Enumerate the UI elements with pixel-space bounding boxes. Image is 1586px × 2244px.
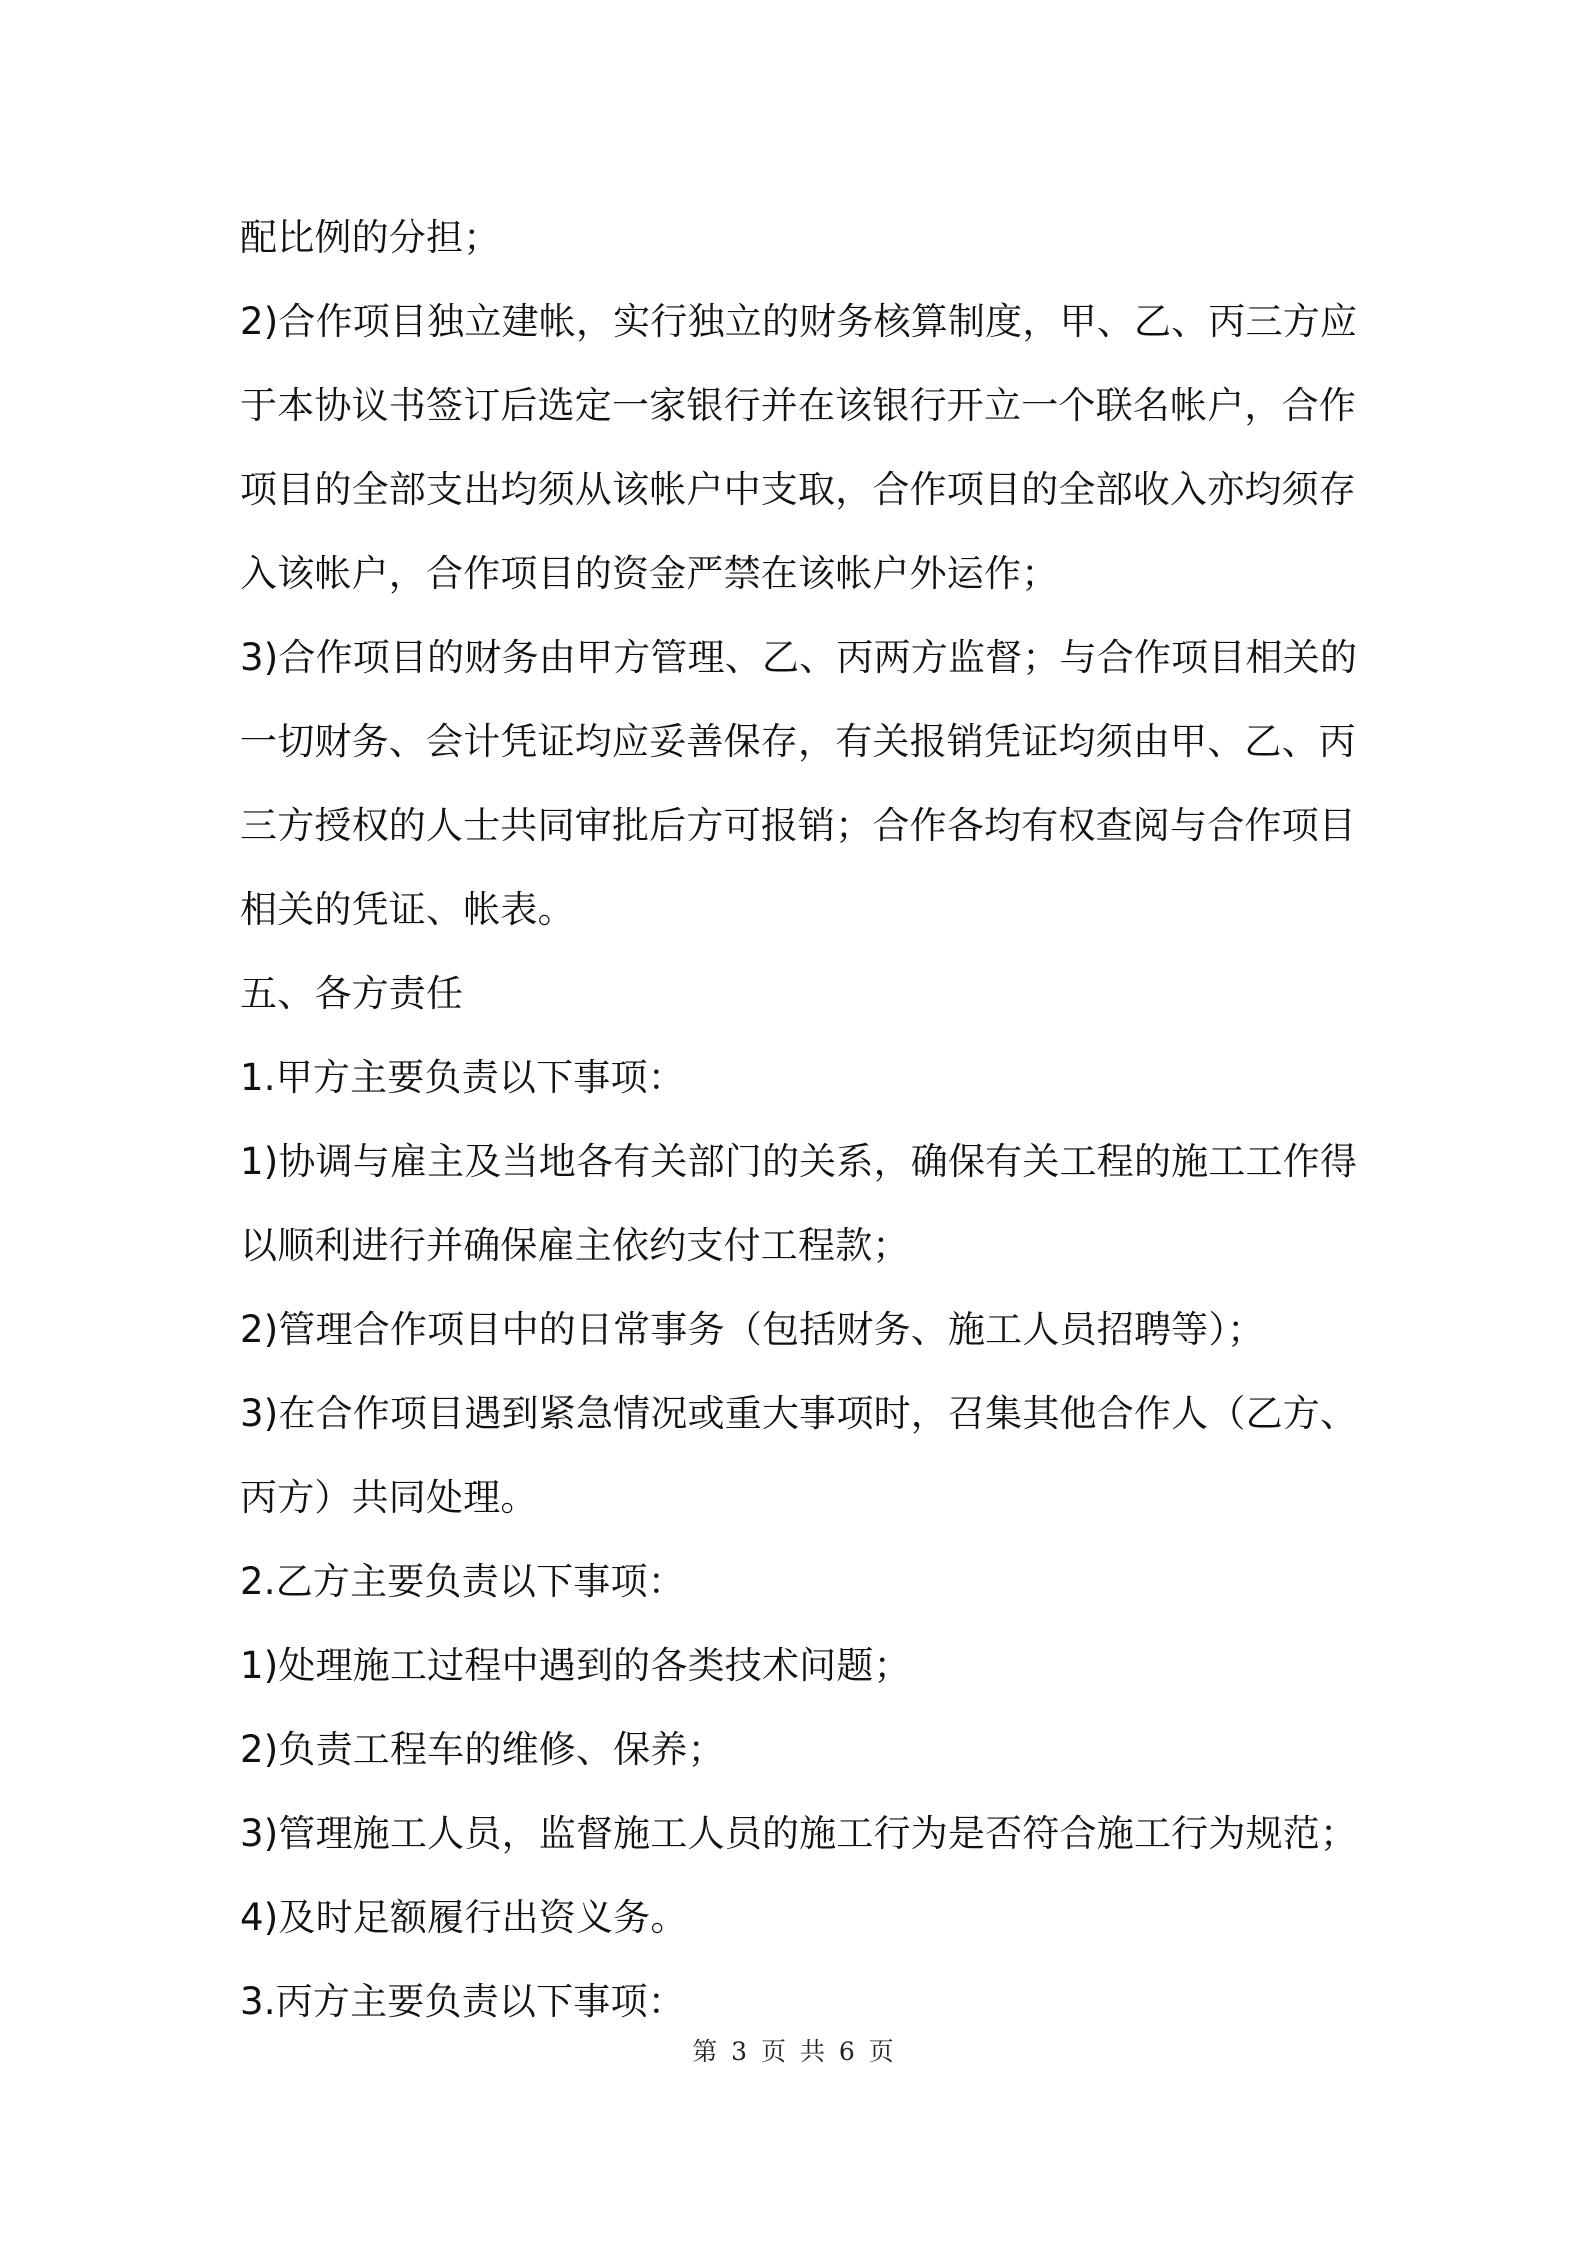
text-line: 入该帐户，合作项目的资金严禁在该帐户外运作； bbox=[240, 552, 1059, 595]
text-line: 项目的全部支出均须从该帐户中支取，合作项目的全部收入亦均须存 bbox=[240, 468, 1356, 511]
text-line: 配比例的分担； bbox=[240, 216, 501, 259]
text-line: 3)在合作项目遇到紧急情况或重大事项时，召集其他合作人（乙方、 bbox=[240, 1392, 1358, 1435]
text-line: 4)及时足额履行出资义务。 bbox=[240, 1896, 688, 1939]
document-body bbox=[240, 196, 1360, 2044]
text-line: 相关的凭证、帐表。 bbox=[240, 888, 575, 931]
text-line: 三方授权的人士共同审批后方可报销；合作各均有权查阅与合作项目 bbox=[240, 804, 1356, 847]
text-line: 2)合作项目独立建帐，实行独立的财务核算制度，甲、乙、丙三方应 bbox=[240, 300, 1358, 343]
text-line: 于本协议书签订后选定一家银行并在该银行开立一个联名帐户，合作 bbox=[240, 384, 1356, 427]
text-line: 1)协调与雇主及当地各有关部门的关系，确保有关工程的施工工作得 bbox=[240, 1140, 1358, 1183]
text-line: 2)管理合作项目中的日常事务（包括财务、施工人员招聘等）； bbox=[240, 1308, 1265, 1351]
section-heading: 五、各方责任 bbox=[240, 972, 464, 1015]
text-line: 2)负责工程车的维修、保养； bbox=[240, 1728, 725, 1771]
subsection-heading: 2.乙方主要负责以下事项： bbox=[240, 1560, 685, 1603]
subsection-heading: 1.甲方主要负责以下事项： bbox=[240, 1056, 685, 1099]
subsection-heading: 3.丙方主要负责以下事项： bbox=[240, 1980, 685, 2023]
text-line: 丙方）共同处理。 bbox=[240, 1476, 538, 1519]
page-number-footer: 第 3 页 共 6 页 bbox=[692, 2037, 894, 2066]
text-line: 3)合作项目的财务由甲方管理、乙、丙两方监督；与合作项目相关的 bbox=[240, 636, 1358, 679]
text-line: 3)管理施工人员，监督施工人员的施工行为是否符合施工行为规范； bbox=[240, 1812, 1358, 1855]
text-line: 一切财务、会计凭证均应妥善保存，有关报销凭证均须由甲、乙、丙 bbox=[240, 720, 1356, 763]
text-line: 1)处理施工过程中遇到的各类技术问题； bbox=[240, 1644, 911, 1687]
text-line: 以顺利进行并确保雇主依约支付工程款； bbox=[240, 1224, 910, 1267]
